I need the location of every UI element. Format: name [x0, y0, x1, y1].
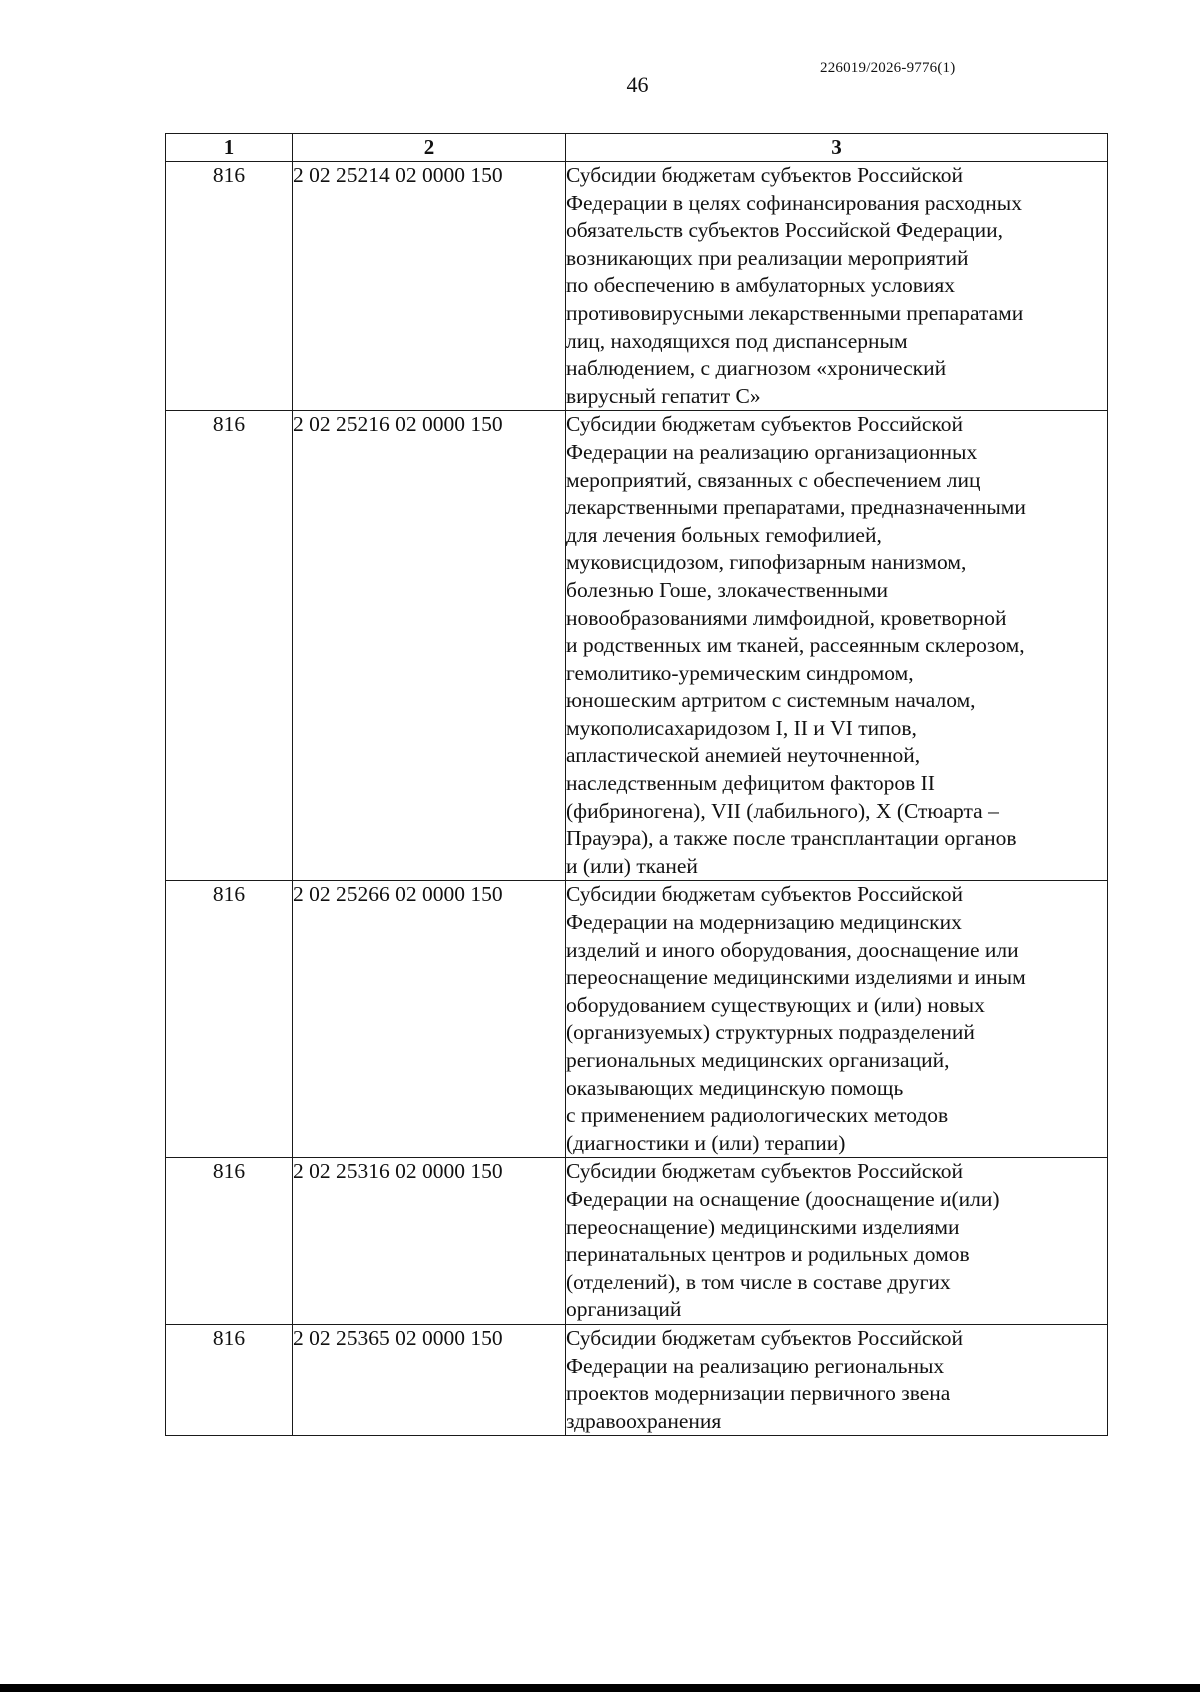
description-line: Федерации на реализацию организационных — [566, 439, 978, 464]
table-body — [166, 162, 1108, 1436]
description-line: организаций — [566, 1297, 682, 1322]
description-line: наследственным дефицитом факторов II — [566, 771, 935, 796]
admin-code-cell: 816 — [166, 1324, 293, 1435]
description-line: Субсидии бюджетам субъектов Российской — [566, 1159, 964, 1184]
description-line: с применением радиологических методов — [566, 1103, 949, 1128]
description-cell — [566, 162, 1108, 411]
description-line: Субсидии бюджетам субъектов Российской — [566, 163, 964, 187]
description-line: (фибриногена), VII (лабильного), X (Стюарта – — [566, 798, 999, 823]
description-line: гемолитико-уремическим синдромом, — [566, 660, 914, 685]
description-cell — [566, 1324, 1108, 1435]
scan-bottom-edge — [0, 1684, 1200, 1692]
description-cell — [566, 411, 1108, 881]
admin-code-cell: 816 — [166, 162, 293, 411]
description-line: возникающих при реализации мероприятий — [566, 245, 969, 270]
description-line: проектов модернизации первичного звена — [566, 1381, 951, 1406]
column-header-1: 1 — [166, 134, 293, 162]
description-line: (диагностики и (или) терапии) — [566, 1130, 846, 1155]
page-number: 46 — [626, 72, 649, 97]
description-line: здравоохранения — [566, 1408, 722, 1433]
document-number: 226019/2026-9776(1) — [820, 60, 956, 76]
description-line: Прауэра), а также после трансплантации органов — [566, 826, 1017, 851]
table-row — [166, 881, 1108, 1158]
admin-code-cell: 816 — [166, 881, 293, 1158]
description-cell — [566, 881, 1108, 1158]
description-line: Федерации на оснащение (дооснащение и(или) — [566, 1186, 1000, 1211]
budget-classification-code-cell: 2 02 25316 02 0000 150 — [293, 1158, 566, 1325]
description-line: переоснащение медицинскими изделиями и иным — [566, 965, 1026, 990]
description-line: и родственных им тканей, рассеянным склерозом, — [566, 633, 1025, 658]
description-line: юношеским артритом с системным началом, — [566, 688, 976, 713]
description-line: и (или) тканей — [566, 853, 698, 878]
table-row — [166, 162, 1108, 411]
budget-classification-code-cell: 2 02 25365 02 0000 150 — [293, 1324, 566, 1435]
description-line: муковисцидозом, гипофизарным нанизмом, — [566, 550, 967, 575]
description-line: обязательств субъектов Российской Федерации, — [566, 218, 1004, 243]
description-line: Федерации в целях софинансирования расходных — [566, 190, 1023, 215]
description-line: Субсидии бюджетам субъектов Российской — [566, 882, 964, 907]
description-line: оказывающих медицинскую помощь — [566, 1075, 904, 1100]
table-header-row — [166, 134, 1108, 162]
description-line: (организуемых) структурных подразделений — [566, 1020, 975, 1045]
table-row — [166, 1158, 1108, 1325]
description-line: мероприятий, связанных с обеспечением лиц — [566, 467, 981, 492]
description-line: болезнью Гоше, злокачественными — [566, 577, 889, 602]
admin-code-cell: 816 — [166, 411, 293, 881]
description-line: Федерации на модернизацию медицинских — [566, 910, 962, 935]
budget-codes-table — [165, 133, 1108, 1436]
budget-classification-code-cell: 2 02 25214 02 0000 150 — [293, 162, 566, 411]
description-line: Субсидии бюджетам субъектов Российской — [566, 1325, 964, 1350]
description-line: изделий и иного оборудования, дооснащение или — [566, 937, 1019, 962]
description-line: апластической анемией неуточненной, — [566, 743, 921, 768]
description-line: вирусный гепатит С» — [566, 383, 761, 408]
table-row — [166, 411, 1108, 881]
column-header-2: 2 — [293, 134, 566, 162]
description-line: (отделений), в том числе в составе других — [566, 1269, 951, 1294]
budget-classification-code-cell: 2 02 25216 02 0000 150 — [293, 411, 566, 881]
description-line: наблюдением, с диагнозом «хронический — [566, 356, 947, 381]
description-line: переоснащение) медицинскими изделиями — [566, 1214, 960, 1239]
description-line: противовирусными лекарственными препаратами — [566, 300, 1024, 325]
description-line: оборудованием существующих и (или) новых — [566, 992, 985, 1017]
description-line: Субсидии бюджетам субъектов Российской — [566, 412, 964, 437]
admin-code-cell: 816 — [166, 1158, 293, 1325]
description-line: для лечения больных гемофилией, — [566, 522, 882, 547]
table-row — [166, 1324, 1108, 1435]
description-line: перинатальных центров и родильных домов — [566, 1242, 970, 1267]
description-line: мукополисахаридозом I, II и VI типов, — [566, 715, 917, 740]
description-line: Федерации на реализацию региональных — [566, 1353, 945, 1378]
budget-classification-code-cell: 2 02 25266 02 0000 150 — [293, 881, 566, 1158]
description-line: лекарственными препаратами, предназначенными — [566, 495, 1026, 520]
description-cell — [566, 1158, 1108, 1325]
description-line: лиц, находящихся под диспансерным — [566, 328, 908, 353]
description-line: новообразованиями лимфоидной, кроветворной — [566, 605, 1007, 630]
description-line: по обеспечению в амбулаторных условиях — [566, 273, 956, 298]
description-line: региональных медицинских организаций, — [566, 1048, 950, 1072]
column-header-3: 3 — [566, 134, 1108, 162]
